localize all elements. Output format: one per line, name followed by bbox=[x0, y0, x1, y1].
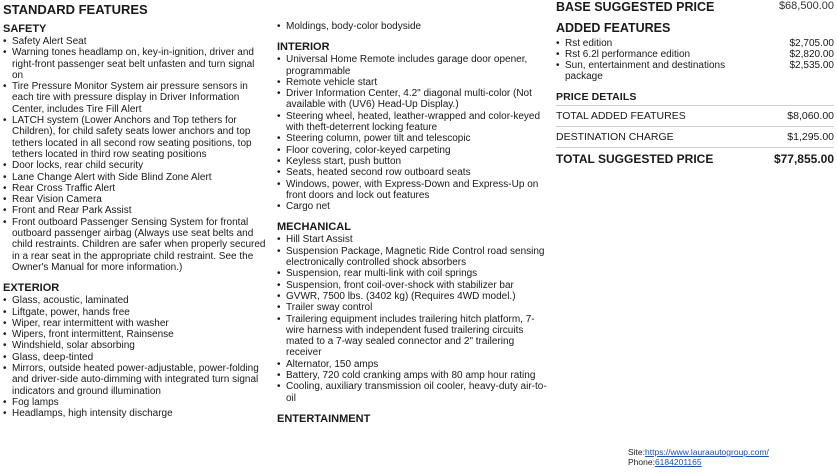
phone-link[interactable]: 6184201165 bbox=[654, 457, 702, 467]
section-title-mechanical: MECHANICAL bbox=[277, 221, 351, 234]
features-column-1 bbox=[3, 0, 268, 420]
added-feature-name: • Rst edition bbox=[556, 38, 745, 49]
added-feature-name: • Rst 6.2l performance edition bbox=[556, 49, 745, 60]
destination-row bbox=[556, 127, 834, 145]
exterior-list bbox=[3, 295, 268, 419]
feature-item: • Mirrors, outside heated power-adjustable, power-folding and driver-side auto-dimming with integrated turn signal indicators and ground illumination bbox=[3, 363, 268, 397]
feature-item: • Windshield, solar absorbing bbox=[3, 340, 268, 351]
added-features-title: ADDED FEATURES bbox=[556, 21, 671, 35]
feature-item: • LATCH system (Lower Anchors and Top tethers for Children), for child safety seats lower anchors and top tethers located in all second row seating positions, top tethers located in third row seating positions bbox=[3, 115, 268, 160]
price-details-title: PRICE DETAILS bbox=[556, 91, 637, 103]
page-title: STANDARD FEATURES bbox=[3, 2, 148, 17]
section-title-interior: INTERIOR bbox=[277, 41, 330, 54]
feature-item: • Door locks, rear child security bbox=[3, 160, 268, 171]
feature-item: • Front and Rear Park Assist bbox=[3, 205, 268, 216]
feature-item: • Suspension, front coil-over-shock with stabilizer bar bbox=[277, 280, 547, 291]
exterior-continued-list bbox=[277, 21, 547, 32]
mechanical-list bbox=[277, 234, 547, 403]
total-added-value: $8,060.00 bbox=[787, 110, 834, 122]
feature-item: • Suspension Package, Magnetic Ride Control road sensing electronically controlled shock absorbers bbox=[277, 246, 547, 269]
feature-item: • Floor covering, color-keyed carpeting bbox=[277, 145, 547, 156]
feature-item: • Steering column, power tilt and telescopic bbox=[277, 133, 547, 144]
feature-item: • Hill Start Assist bbox=[277, 234, 547, 245]
destination-label: DESTINATION CHARGE bbox=[556, 131, 674, 143]
feature-item: • Driver Information Center, 4.2" diagonal multi-color (Not available with (UV6) Head-Up Display.) bbox=[277, 88, 547, 111]
added-feature-name: • Sun, entertainment and destinations package bbox=[556, 60, 745, 82]
feature-item: • Safety Alert Seat bbox=[3, 36, 268, 47]
feature-item: • Remote vehicle start bbox=[277, 77, 547, 88]
feature-item: • Glass, acoustic, laminated bbox=[3, 295, 268, 306]
feature-item: • Steering wheel, heated, leather-wrapped and color-keyed with theft-deterrent locking feature bbox=[277, 111, 547, 134]
site-line bbox=[628, 447, 769, 457]
feature-item: • Cooling, auxiliary transmission oil cooler, heavy-duty air-to-oil bbox=[277, 381, 547, 404]
feature-item: • Fog lamps bbox=[3, 397, 268, 408]
feature-item: • Warning tones headlamp on, key-in-ignition, driver and right-front passenger seat belt unfasten and turn signal on bbox=[3, 47, 268, 81]
feature-item: • Headlamps, high intensity discharge bbox=[3, 408, 268, 419]
added-feature-price: $2,535.00 bbox=[789, 60, 834, 71]
total-price-row bbox=[556, 148, 834, 166]
feature-item: • Lane Change Alert with Side Blind Zone Alert bbox=[3, 172, 268, 183]
interior-list bbox=[277, 54, 547, 212]
added-feature-price: $2,820.00 bbox=[789, 49, 834, 60]
feature-item: • Universal Home Remote includes garage door opener, programmable bbox=[277, 54, 547, 77]
feature-item: • Cargo net bbox=[277, 201, 547, 212]
feature-item: • Keyless start, push button bbox=[277, 156, 547, 167]
feature-item: • Liftgate, power, hands free bbox=[3, 307, 268, 318]
added-feature-row bbox=[556, 38, 834, 49]
feature-item: • Seats, heated second row outboard seats bbox=[277, 167, 547, 178]
dealer-footer bbox=[628, 447, 769, 467]
section-title-safety: SAFETY bbox=[3, 23, 47, 35]
base-price-label: BASE SUGGESTED PRICE bbox=[556, 0, 715, 14]
feature-item: • Rear Cross Traffic Alert bbox=[3, 183, 268, 194]
feature-item: • Rear Vision Camera bbox=[3, 194, 268, 205]
added-feature-row bbox=[556, 49, 834, 60]
feature-item: • Alternator, 150 amps bbox=[277, 359, 547, 370]
added-feature-row bbox=[556, 60, 834, 82]
feature-item: • Wipers, front intermittent, Rainsense bbox=[3, 329, 268, 340]
feature-item: • Front outboard Passenger Sensing System for frontal outboard passenger airbag (Always use seat belts and child restraints. Children are safer when properly secured in a rear seat in the appropriate child restraint. See the Owner's Manual for more information.) bbox=[3, 217, 268, 273]
base-price-row bbox=[556, 0, 834, 14]
total-price-value: $77,855.00 bbox=[773, 152, 834, 166]
feature-item: • Battery, 720 cold cranking amps with 80 amp hour rating bbox=[277, 370, 547, 381]
total-price-label: TOTAL SUGGESTED PRICE bbox=[556, 152, 714, 166]
total-added-label: TOTAL ADDED FEATURES bbox=[556, 110, 686, 122]
total-added-row bbox=[556, 106, 834, 124]
pricing-column bbox=[556, 0, 834, 166]
site-link[interactable]: https://www.lauraautogroup.com/ bbox=[645, 447, 769, 457]
safety-list bbox=[3, 36, 268, 273]
feature-item: • GVWR, 7500 lbs. (3402 kg) (Requires 4WD model.) bbox=[277, 291, 547, 302]
phone-line bbox=[628, 457, 769, 467]
feature-item: • Trailer sway control bbox=[277, 302, 547, 313]
base-price-value: $68,500.00 bbox=[778, 0, 834, 12]
section-title-entertainment: ENTERTAINMENT bbox=[277, 412, 371, 425]
section-title-exterior: EXTERIOR bbox=[3, 282, 60, 295]
feature-item: • Tire Pressure Monitor System air pressure sensors in each tire with pressure display in Driver Information Center, includes Tire Fill Alert bbox=[3, 81, 268, 115]
feature-item: • Trailering equipment includes trailering hitch platform, 7-wire harness with independent fused trailering circuits mated to a 7-way sealed connector and 2" trailering receiver bbox=[277, 314, 547, 359]
feature-item: • Moldings, body-color bodyside bbox=[277, 21, 547, 32]
added-features-list bbox=[556, 38, 834, 82]
features-column-2 bbox=[277, 0, 547, 426]
phone-label: Phone: bbox=[628, 457, 655, 467]
feature-item: • Glass, deep-tinted bbox=[3, 352, 268, 363]
added-feature-price: $2,705.00 bbox=[789, 38, 834, 49]
feature-item: • Windows, power, with Express-Down and Express-Up on front doors and lock out features bbox=[277, 179, 547, 202]
destination-value: $1,295.00 bbox=[787, 131, 834, 143]
feature-item: • Wiper, rear intermittent with washer bbox=[3, 318, 268, 329]
feature-item: • Suspension, rear multi-link with coil springs bbox=[277, 268, 547, 279]
site-label: Site: bbox=[628, 447, 646, 457]
